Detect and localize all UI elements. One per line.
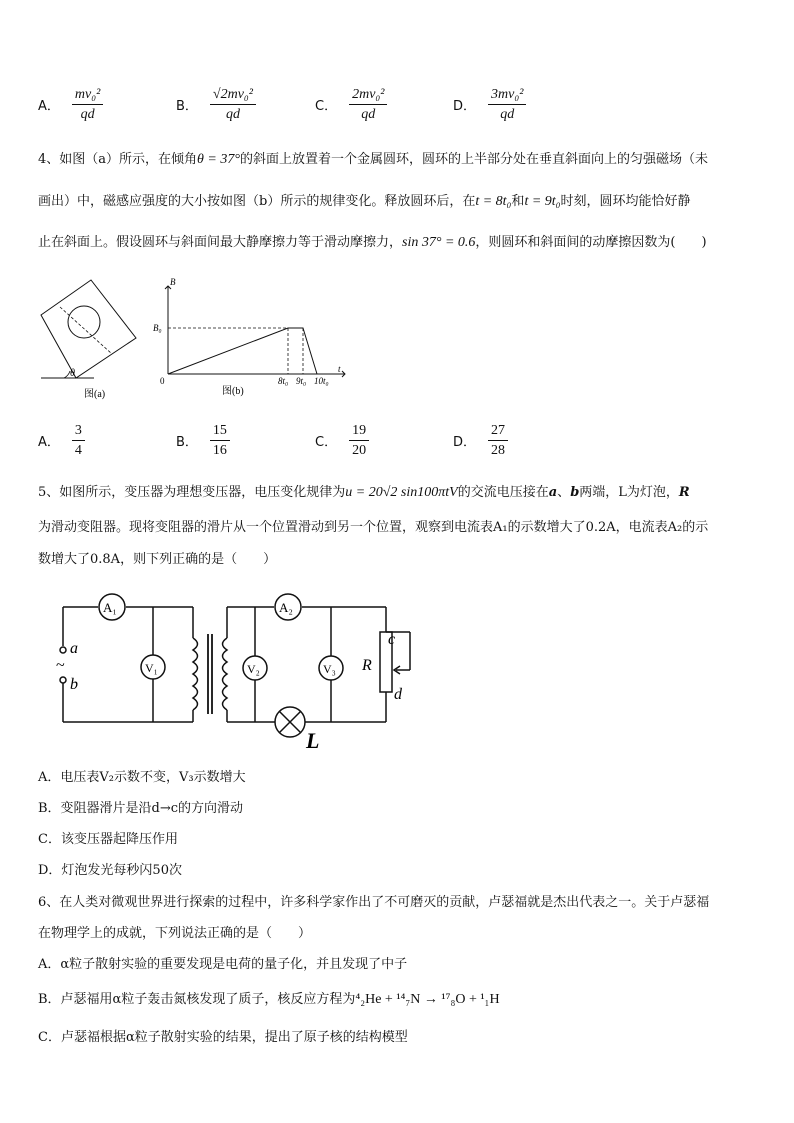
x-axis-label: t xyxy=(338,364,341,374)
point-c-label: c xyxy=(388,631,396,648)
q5-option-d[interactable]: D．灯泡发光每秒闪50次 xyxy=(38,863,182,878)
q4-options xyxy=(38,418,758,462)
q5-line-1: 5、如图所示，变压器为理想变压器，电压变化规律为u = 20√2 sin100πtV的交流电压接在a、b两端，L为灯泡，R xyxy=(38,485,690,500)
fraction: $\frac{15}{16}$ xyxy=(210,422,230,459)
q3-option-a[interactable]: A． $\frac{\text{mv₀²}}{qd}$ xyxy=(38,82,103,126)
fraction: $\frac{3}{4}$ xyxy=(72,422,85,459)
lamp-label: L xyxy=(306,728,320,752)
fraction: $\frac{\text{3mv₀²}}{qd}$ xyxy=(488,86,526,123)
tick-9t0: 9t₀ xyxy=(296,376,307,386)
q4-option-b[interactable]: B． $\frac{15}{16}$ xyxy=(176,418,230,462)
fraction: $\frac{\text{√2mv₀²}}{qd}$ xyxy=(210,86,256,123)
ac-source-symbol: ~ xyxy=(56,657,65,674)
metal-ring xyxy=(68,306,100,338)
q6-line-2: 在物理学上的成就，下列说法正确的是（ ） xyxy=(38,926,312,941)
q6-line-1: 6、在人类对微观世界进行探索的过程中，许多科学家作出了不可磨灭的贡献，卢瑟福就是杰出代表之一。关于卢瑟福 xyxy=(38,895,710,910)
origin-label: 0 xyxy=(160,376,165,386)
b-curve xyxy=(168,328,317,374)
point-d-label: d xyxy=(394,686,402,703)
q6-option-b[interactable]: B．卢瑟福用α粒子轰击氮核发现了质子，核反应方程为⁴₂He + ¹⁴₇N → ¹⁷₈O + ¹₁H xyxy=(38,992,500,1007)
q5-line-2: 为滑动变阻器。现将变阻器的滑片从一个位置滑动到另一个位置，观察到电流表A₁的示数增大了0.2A，电流表A₂的示 xyxy=(38,520,709,535)
v1-label: V₁ xyxy=(145,661,158,675)
primary-coil xyxy=(193,638,198,710)
q4-line-1: 4、如图（a）所示，在倾角θ = 37°的斜面上放置着一个金属圆环，圆环的上半部分处在垂直斜面向上的匀强磁场（未 xyxy=(38,152,708,167)
q5-line-3: 数增大了0.8A，则下列正确的是（ ） xyxy=(38,552,277,567)
tick-8t0: 8t₀ xyxy=(278,376,289,386)
q4-option-a[interactable]: A． $\frac{3}{4}$ xyxy=(38,418,85,462)
terminal-b xyxy=(60,677,66,683)
q5-option-a[interactable]: A．电压表V₂示数不变，V₃示数增大 xyxy=(38,770,246,785)
figure-b xyxy=(150,276,350,400)
fraction: $\frac{\text{2mv₀²}}{qd}$ xyxy=(349,86,387,123)
tick-10t0: 10t₀ xyxy=(314,376,329,386)
q4-line-3: 止在斜面上。假设圆环与斜面间最大静摩擦力等于滑动摩擦力，sin 37° = 0.6，则圆环和斜面间的动摩擦因数为( ) xyxy=(38,235,707,250)
rheostat-label: R xyxy=(362,657,372,674)
q3-options xyxy=(38,82,758,126)
incline-block xyxy=(41,280,136,378)
figure-b-caption: 图(b) xyxy=(222,386,244,397)
q3-option-c[interactable]: C． $\frac{\text{2mv₀²}}{qd}$ xyxy=(315,82,387,126)
theta-label: θ xyxy=(70,368,75,379)
q3-option-b[interactable]: B． $\frac{\text{√2mv₀²}}{qd}$ xyxy=(176,82,256,126)
a2-label: A₂ xyxy=(279,600,293,615)
circuit-diagram xyxy=(50,588,430,752)
b0-label: B₀ xyxy=(153,323,162,333)
v2-label: V₂ xyxy=(247,662,260,676)
fraction: $\frac{\text{mv₀²}}{qd}$ xyxy=(72,86,103,123)
q5-option-b[interactable]: B．变阻器滑片是沿d→c的方向滑动 xyxy=(38,801,244,816)
q6-option-a[interactable]: A．α粒子散射实验的重要发现是电荷的量子化，并且发现了中子 xyxy=(38,957,408,972)
figure-a-caption: 图(a) xyxy=(84,389,106,400)
terminal-a-label: a xyxy=(70,640,78,657)
q4-option-c[interactable]: C． $\frac{19}{20}$ xyxy=(315,418,369,462)
field-boundary xyxy=(60,307,112,354)
a1-label: A₁ xyxy=(103,600,117,615)
terminal-a xyxy=(60,647,66,653)
q3-option-d[interactable]: D． $\frac{\text{3mv₀²}}{qd}$ xyxy=(453,82,526,126)
fraction: $\frac{19}{20}$ xyxy=(349,422,369,459)
v3-label: V₃ xyxy=(323,662,336,676)
q4-line-2: 画出）中，磁感应强度的大小按如图（b）所示的规律变化。释放圆环后，在t = 8t₀和t = 9t₀时刻，圆环均能恰好静 xyxy=(38,194,691,209)
terminal-b-label: b xyxy=(70,676,78,693)
q5-option-c[interactable]: C．该变压器起降压作用 xyxy=(38,832,178,847)
y-axis-label: B xyxy=(170,277,176,287)
q6-option-c[interactable]: C．卢瑟福根据α粒子散射实验的结果，提出了原子核的结构模型 xyxy=(38,1030,408,1045)
fraction: $\frac{27}{28}$ xyxy=(488,422,508,459)
q4-option-d[interactable]: D． $\frac{27}{28}$ xyxy=(453,418,508,462)
figure-a xyxy=(36,270,146,405)
secondary-coil xyxy=(223,638,228,710)
